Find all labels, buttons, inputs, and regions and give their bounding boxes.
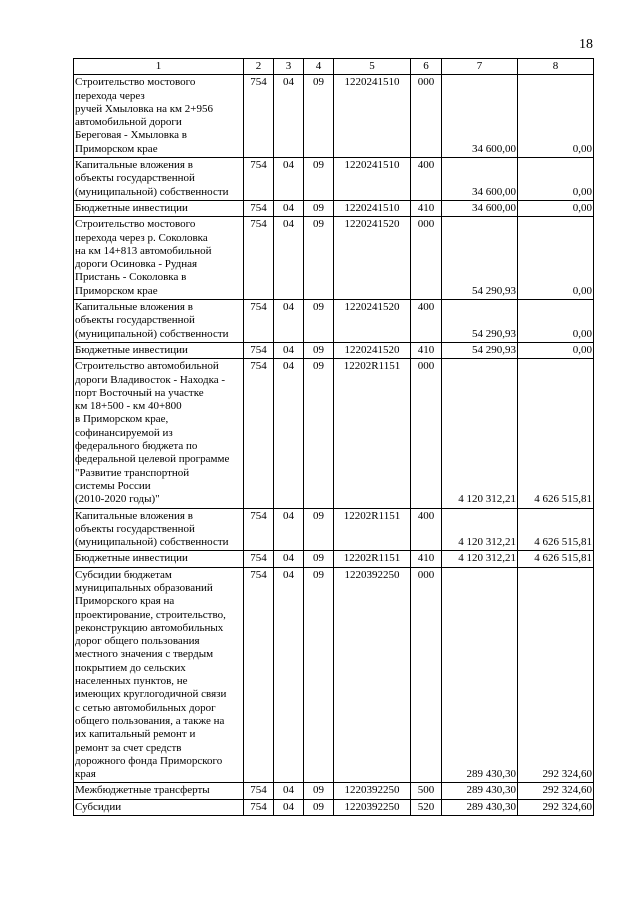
code-cell-col-5: 1220241520 [334,300,411,343]
header-cell-col-6: 6 [411,59,442,75]
code-cell-col-6: 000 [411,217,442,300]
description-line: Субсидии [75,800,122,813]
description-line: Межбюджетные трансферты [75,784,210,797]
header-cell-col-3: 3 [274,59,304,75]
code-cell-col-5: 1220241510 [334,158,411,201]
code-cell-col-5: 12202R1151 [334,551,411,567]
code-cell-col-3: 04 [274,799,304,815]
code-cell-col-5: 1220241520 [334,342,411,358]
code-cell-col-6: 400 [411,508,442,551]
description-line: федерального бюджета по [75,440,198,453]
amount-cell-col-8: 4 626 515,81 [518,551,594,567]
description-line: покрытием до сельских [75,661,186,674]
amount-cell-col-7: 54 290,93 [442,342,518,358]
code-cell-col-4: 09 [304,508,334,551]
table-body [74,75,594,816]
description-line: общего пользования, а также на [75,714,225,727]
code-cell-col-6: 000 [411,359,442,508]
amount-cell-col-8: 292 324,60 [518,567,594,783]
code-cell-col-6: 000 [411,75,442,158]
description-line: Бюджетные инвестиции [75,552,188,565]
description-line: в Приморском крае, [75,413,169,426]
code-cell-col-4: 09 [304,200,334,216]
code-cell-col-2: 754 [244,342,274,358]
description-line: Приморском крае [75,142,158,155]
code-cell-col-6: 520 [411,799,442,815]
budget-row [74,799,594,815]
header-cell-col-5: 5 [334,59,411,75]
amount-cell-col-8: 0,00 [518,342,594,358]
description-cell [74,342,244,358]
description-line: Строительство мостового [75,218,196,231]
description-cell [74,783,244,799]
code-cell-col-4: 09 [304,783,334,799]
table-header [74,59,594,75]
amount-cell-col-8: 4 626 515,81 [518,508,594,551]
budget-row [74,783,594,799]
code-cell-col-3: 04 [274,75,304,158]
header-cell-col-1: 1 [74,59,244,75]
amount-cell-col-7: 34 600,00 [442,158,518,201]
code-cell-col-6: 500 [411,783,442,799]
description-line: дорог общего пользования [75,635,200,648]
budget-row [74,359,594,508]
description-line: "Развитие транспортной [75,466,190,479]
amount-cell-col-7: 54 290,93 [442,217,518,300]
budget-row [74,551,594,567]
code-cell-col-4: 09 [304,342,334,358]
budget-row [74,200,594,216]
code-cell-col-3: 04 [274,783,304,799]
code-cell-col-6: 400 [411,158,442,201]
description-line: Приморского края на [75,595,175,608]
amount-cell-col-8: 0,00 [518,217,594,300]
budget-row [74,567,594,783]
code-cell-col-3: 04 [274,359,304,508]
code-cell-col-4: 09 [304,359,334,508]
code-cell-col-2: 754 [244,508,274,551]
description-line: на км 14+813 автомобильной [75,244,212,257]
description-line: автомобильной дороги [75,116,182,129]
description-line: дороги Осиновка - Рудная [75,258,198,271]
code-cell-col-2: 754 [244,217,274,300]
description-cell [74,508,244,551]
budget-row [74,217,594,300]
description-line: проектирование, строительство, [75,608,226,621]
description-cell [74,200,244,216]
code-cell-col-4: 09 [304,158,334,201]
code-cell-col-2: 754 [244,200,274,216]
description-line: федеральной целевой программе [75,453,230,466]
description-cell [74,158,244,201]
code-cell-col-3: 04 [274,342,304,358]
description-line: Береговая - Хмыловка в [75,129,187,142]
amount-cell-col-7: 34 600,00 [442,200,518,216]
amount-cell-col-7: 289 430,30 [442,783,518,799]
description-line: реконструкцию автомобильных [75,621,224,634]
code-cell-col-2: 754 [244,158,274,201]
code-cell-col-2: 754 [244,551,274,567]
code-cell-col-6: 000 [411,567,442,783]
code-cell-col-4: 09 [304,300,334,343]
description-line: Капитальные вложения в [75,509,193,522]
code-cell-col-6: 410 [411,200,442,216]
description-line: с сетью автомобильных дорог [75,701,216,714]
description-cell [74,75,244,158]
code-cell-col-2: 754 [244,359,274,508]
description-cell [74,217,244,300]
code-cell-col-5: 1220241510 [334,200,411,216]
code-cell-col-2: 754 [244,300,274,343]
header-cell-col-2: 2 [244,59,274,75]
description-line: объекты государственной [75,314,195,327]
description-line: км 18+500 - км 40+800 [75,400,182,413]
description-line: объекты государственной [75,522,195,535]
description-line: софинансируемой из [75,426,173,439]
code-cell-col-5: 12202R1151 [334,508,411,551]
description-line: (муниципальной) собственности [75,185,229,198]
code-cell-col-6: 410 [411,551,442,567]
description-line: (2010-2020 годы)" [75,493,160,506]
description-line: ремонт за счет средств [75,741,182,754]
code-cell-col-3: 04 [274,217,304,300]
code-cell-col-3: 04 [274,158,304,201]
description-cell [74,567,244,783]
code-cell-col-3: 04 [274,551,304,567]
budget-row [74,508,594,551]
header-cell-col-4: 4 [304,59,334,75]
code-cell-col-5: 1220392250 [334,783,411,799]
description-line: Бюджетные инвестиции [75,201,188,214]
amount-cell-col-8: 4 626 515,81 [518,359,594,508]
page-number: 18 [579,37,593,52]
description-line: Пристань - Соколовка в [75,271,187,284]
amount-cell-col-7: 289 430,30 [442,799,518,815]
code-cell-col-4: 09 [304,551,334,567]
description-line: Бюджетные инвестиции [75,343,188,356]
amount-cell-col-7: 4 120 312,21 [442,359,518,508]
amount-cell-col-7: 4 120 312,21 [442,551,518,567]
code-cell-col-3: 04 [274,567,304,783]
amount-cell-col-8: 292 324,60 [518,799,594,815]
description-line: перехода через [75,89,145,102]
description-line: порт Восточный на участке [75,386,204,399]
description-line: Капитальные вложения в [75,159,193,172]
code-cell-col-2: 754 [244,75,274,158]
code-cell-col-5: 12202R1151 [334,359,411,508]
description-line: Субсидии бюджетам [75,568,172,581]
description-line: их капитальный ремонт и [75,728,196,741]
description-line: Строительство мостового [75,76,196,89]
code-cell-col-5: 1220392250 [334,799,411,815]
amount-cell-col-8: 0,00 [518,200,594,216]
code-cell-col-4: 09 [304,799,334,815]
amount-cell-col-8: 0,00 [518,75,594,158]
budget-row [74,342,594,358]
description-line: Капитальные вложения в [75,301,193,314]
code-cell-col-3: 04 [274,508,304,551]
description-cell [74,359,244,508]
code-cell-col-5: 1220392250 [334,567,411,783]
code-cell-col-2: 754 [244,783,274,799]
code-cell-col-3: 04 [274,200,304,216]
description-line: ручей Хмыловка на км 2+956 [75,102,213,115]
header-row [74,59,594,75]
budget-row [74,75,594,158]
description-cell [74,300,244,343]
description-line: населенных пунктов, не [75,675,188,688]
description-line: местного значения с твердым [75,648,214,661]
budget-row [74,300,594,343]
code-cell-col-6: 410 [411,342,442,358]
code-cell-col-2: 754 [244,567,274,783]
description-line: муниципальных образований [75,581,213,594]
code-cell-col-6: 400 [411,300,442,343]
description-line: Приморском крае [75,284,158,297]
code-cell-col-4: 09 [304,217,334,300]
description-line: имеющих круглогодичной связи [75,688,227,701]
code-cell-col-4: 09 [304,567,334,783]
header-cell-col-8: 8 [518,59,594,75]
header-cell-col-7: 7 [442,59,518,75]
description-line: (муниципальной) собственности [75,536,229,549]
description-cell [74,799,244,815]
description-cell [74,551,244,567]
amount-cell-col-8: 0,00 [518,300,594,343]
code-cell-col-5: 1220241520 [334,217,411,300]
code-cell-col-5: 1220241510 [334,75,411,158]
amount-cell-col-7: 4 120 312,21 [442,508,518,551]
description-line: края [75,768,96,781]
amount-cell-col-8: 0,00 [518,158,594,201]
description-line: объекты государственной [75,172,195,185]
budget-table [73,58,594,816]
description-line: системы России [75,479,151,492]
description-line: дорожного фонда Приморского [75,754,223,767]
amount-cell-col-8: 292 324,60 [518,783,594,799]
amount-cell-col-7: 289 430,30 [442,567,518,783]
code-cell-col-4: 09 [304,75,334,158]
description-line: Строительство автомобильной [75,360,219,373]
description-line: перехода через р. Соколовка [75,231,208,244]
description-line: (муниципальной) собственности [75,327,229,340]
amount-cell-col-7: 34 600,00 [442,75,518,158]
code-cell-col-2: 754 [244,799,274,815]
budget-row [74,158,594,201]
amount-cell-col-7: 54 290,93 [442,300,518,343]
description-line: дороги Владивосток - Находка - [75,373,226,386]
code-cell-col-3: 04 [274,300,304,343]
